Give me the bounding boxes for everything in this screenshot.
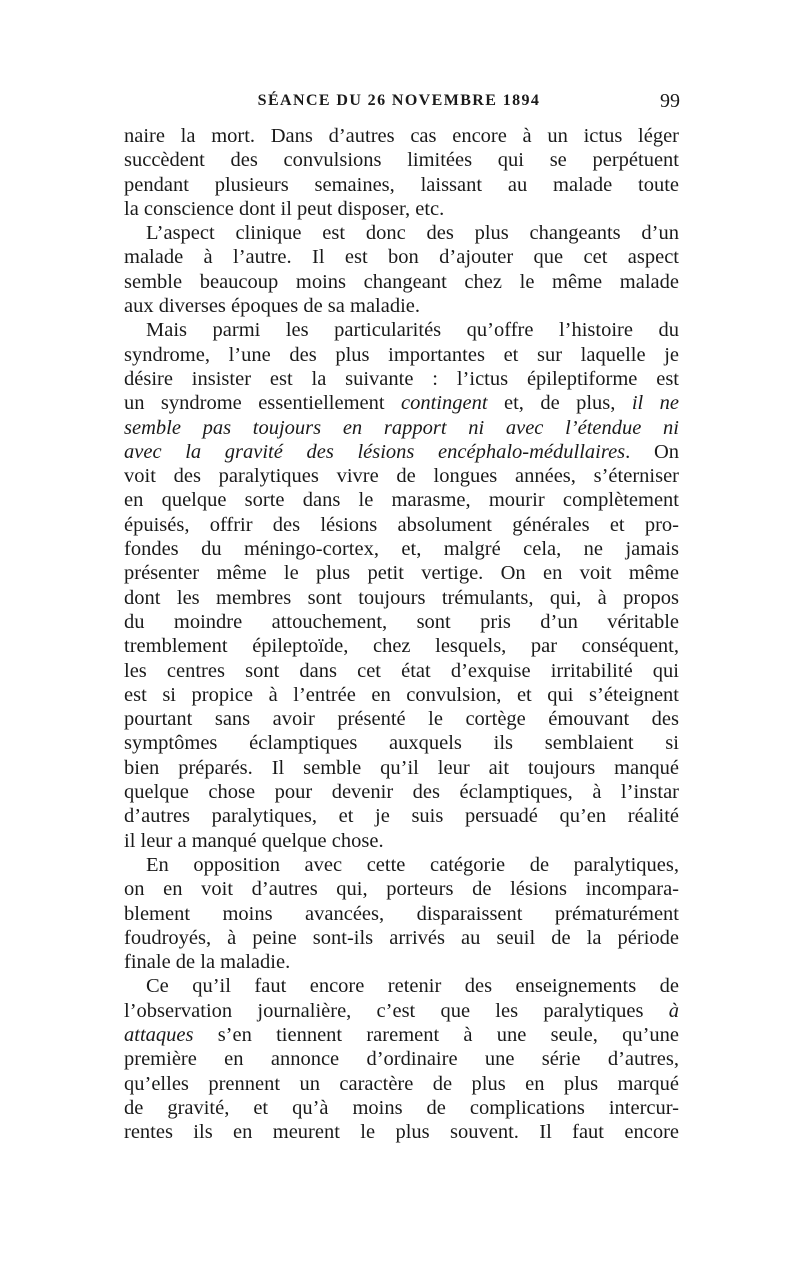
text-line [124, 659, 679, 683]
text-segment: pendant plusieurs semaines, laissant au malade toute [124, 173, 679, 196]
text-segment: syndrome, l’une des plus importantes et sur laquelle je [124, 343, 679, 366]
text-line [124, 561, 679, 585]
text-line [124, 197, 679, 221]
text-line [124, 367, 679, 391]
text-segment: tremblement épileptoïde, chez lesquels, par conséquent, [124, 635, 679, 658]
text-segment: symptômes éclamptiques auxquels ils semblaient si [124, 732, 679, 755]
text-segment: fondes du méningo-cortex, et, malgré cela, ne jamais [124, 538, 679, 561]
text-line [124, 683, 679, 707]
text-line [124, 877, 679, 901]
text-line [124, 464, 679, 488]
text-segment: blement moins avancées, disparaissent prématurément [124, 902, 679, 925]
text-line [124, 902, 679, 926]
text-line [124, 391, 679, 415]
text-line [124, 586, 679, 610]
text-segment: épuisés, offrir des lésions absolument générales et pro- [124, 513, 679, 536]
text-segment: naire la mort. Dans d’autres cas encore à un ictus léger [124, 125, 679, 147]
text-segment: et, de plus, [487, 392, 632, 415]
text-segment: pourtant sans avoir présenté le cortège émouvant des [124, 708, 679, 731]
text-segment: est si propice à l’entrée en convulsion, et qui s’éteignent [124, 683, 679, 706]
text-segment: qu’elles prennent un caractère de plus en plus marqué [124, 1072, 679, 1095]
text-segment: un syndrome essentiellement [124, 392, 401, 415]
text-line [124, 270, 679, 294]
text-segment: Ce qu’il faut encore retenir des enseignements de [146, 975, 679, 998]
italic-text: à [668, 999, 679, 1022]
text-segment: dont les membres sont toujours trémulants, qui, à propos [124, 586, 679, 609]
text-line [124, 440, 679, 464]
text-segment: En opposition avec cette catégorie de paralytiques, [146, 853, 679, 876]
text-segment: quelque chose pour devenir des éclamptiques, à l’instar [124, 781, 679, 804]
text-line [124, 488, 679, 512]
text-line [124, 1047, 679, 1071]
text-line [124, 173, 679, 197]
text-segment: foudroyés, à peine sont-ils arrivés au seuil de la période [124, 926, 679, 949]
text-line [124, 1023, 679, 1047]
page-header [118, 92, 680, 122]
text-line [124, 780, 679, 804]
text-segment: s’en tiennent rarement à une seule, qu’une [193, 1023, 679, 1046]
text-line [124, 1120, 679, 1144]
text-segment: L’aspect clinique est donc des plus changeants d’un [146, 222, 679, 245]
italic-text: contingent [401, 392, 488, 415]
text-line [124, 245, 679, 269]
text-line [124, 610, 679, 634]
text-line [124, 537, 679, 561]
text-segment: du moindre attouchement, sont pris d’un véritable [124, 610, 679, 633]
text-line [124, 950, 679, 974]
italic-text: attaques [124, 1023, 194, 1046]
text-segment: succèdent des convulsions limitées qui se perpétuent [124, 149, 679, 172]
text-segment: bien préparés. Il semble qu’il leur ait toujours manqué [124, 756, 679, 779]
text-line [124, 148, 679, 172]
text-segment: d’autres paralytiques, et je suis persuadé qu’en réalité [124, 805, 679, 828]
italic-text: il ne [631, 392, 679, 415]
text-segment: aux diverses époques de sa maladie. [124, 295, 421, 318]
text-segment: l’observation journalière, c’est que les paralytiques [124, 999, 669, 1022]
text-line [124, 634, 679, 658]
text-segment: en quelque sorte dans le marasme, mourir complètement [124, 489, 679, 512]
text-line [124, 853, 679, 877]
text-segment: les centres sont dans cet état d’exquise irritabilité qui [124, 659, 679, 682]
page-number: 99 [660, 90, 680, 112]
text-line [124, 221, 679, 245]
text-line [124, 294, 679, 318]
text-segment: . On [625, 440, 679, 463]
text-line [124, 416, 679, 440]
text-line [124, 1072, 679, 1096]
text-segment: il leur a manqué quelque chose. [124, 829, 384, 852]
text-line [124, 731, 679, 755]
text-line [124, 318, 679, 342]
text-segment: semble beaucoup moins changeant chez le même malade [124, 270, 679, 293]
text-segment: désire insister est la suivante : l’ictus épileptiforme est [124, 367, 679, 390]
text-segment: présenter même le plus petit vertige. On en voit même [124, 562, 679, 585]
text-segment: malade à l’autre. Il est bon d’ajouter que cet aspect [124, 246, 679, 269]
text-line [124, 513, 679, 537]
text-segment: voit des paralytiques vivre de longues années, s’éterniser [124, 465, 679, 488]
text-segment: première en annonce d’ordinaire une série d’autres, [124, 1048, 679, 1071]
text-segment: on en voit d’autres qui, porteurs de lésions incompara- [124, 878, 679, 901]
text-line [124, 926, 679, 950]
text-line [124, 1096, 679, 1120]
text-segment: Mais parmi les particularités qu’offre l’histoire du [146, 319, 679, 342]
text-line [124, 974, 679, 998]
body-text [124, 124, 679, 1144]
text-line [124, 343, 679, 367]
text-line [124, 756, 679, 780]
text-line [124, 999, 679, 1023]
text-segment: de gravité, et qu’à moins de complications intercur- [124, 1096, 679, 1119]
italic-text: avec la gravité des lésions encéphalo-médullaires [124, 440, 626, 463]
text-segment: la conscience dont il peut disposer, etc. [124, 197, 445, 220]
text-segment: rentes ils en meurent le plus souvent. Il faut encore [124, 1121, 679, 1144]
text-line [124, 124, 679, 148]
text-line [124, 707, 679, 731]
italic-text: semble pas toujours en rapport ni avec l’étendue ni [124, 416, 679, 439]
running-head: SÉANCE DU 26 NOVEMBRE 1894 [257, 92, 541, 109]
text-line [124, 804, 679, 828]
text-segment: finale de la maladie. [124, 951, 291, 974]
text-line [124, 829, 679, 853]
